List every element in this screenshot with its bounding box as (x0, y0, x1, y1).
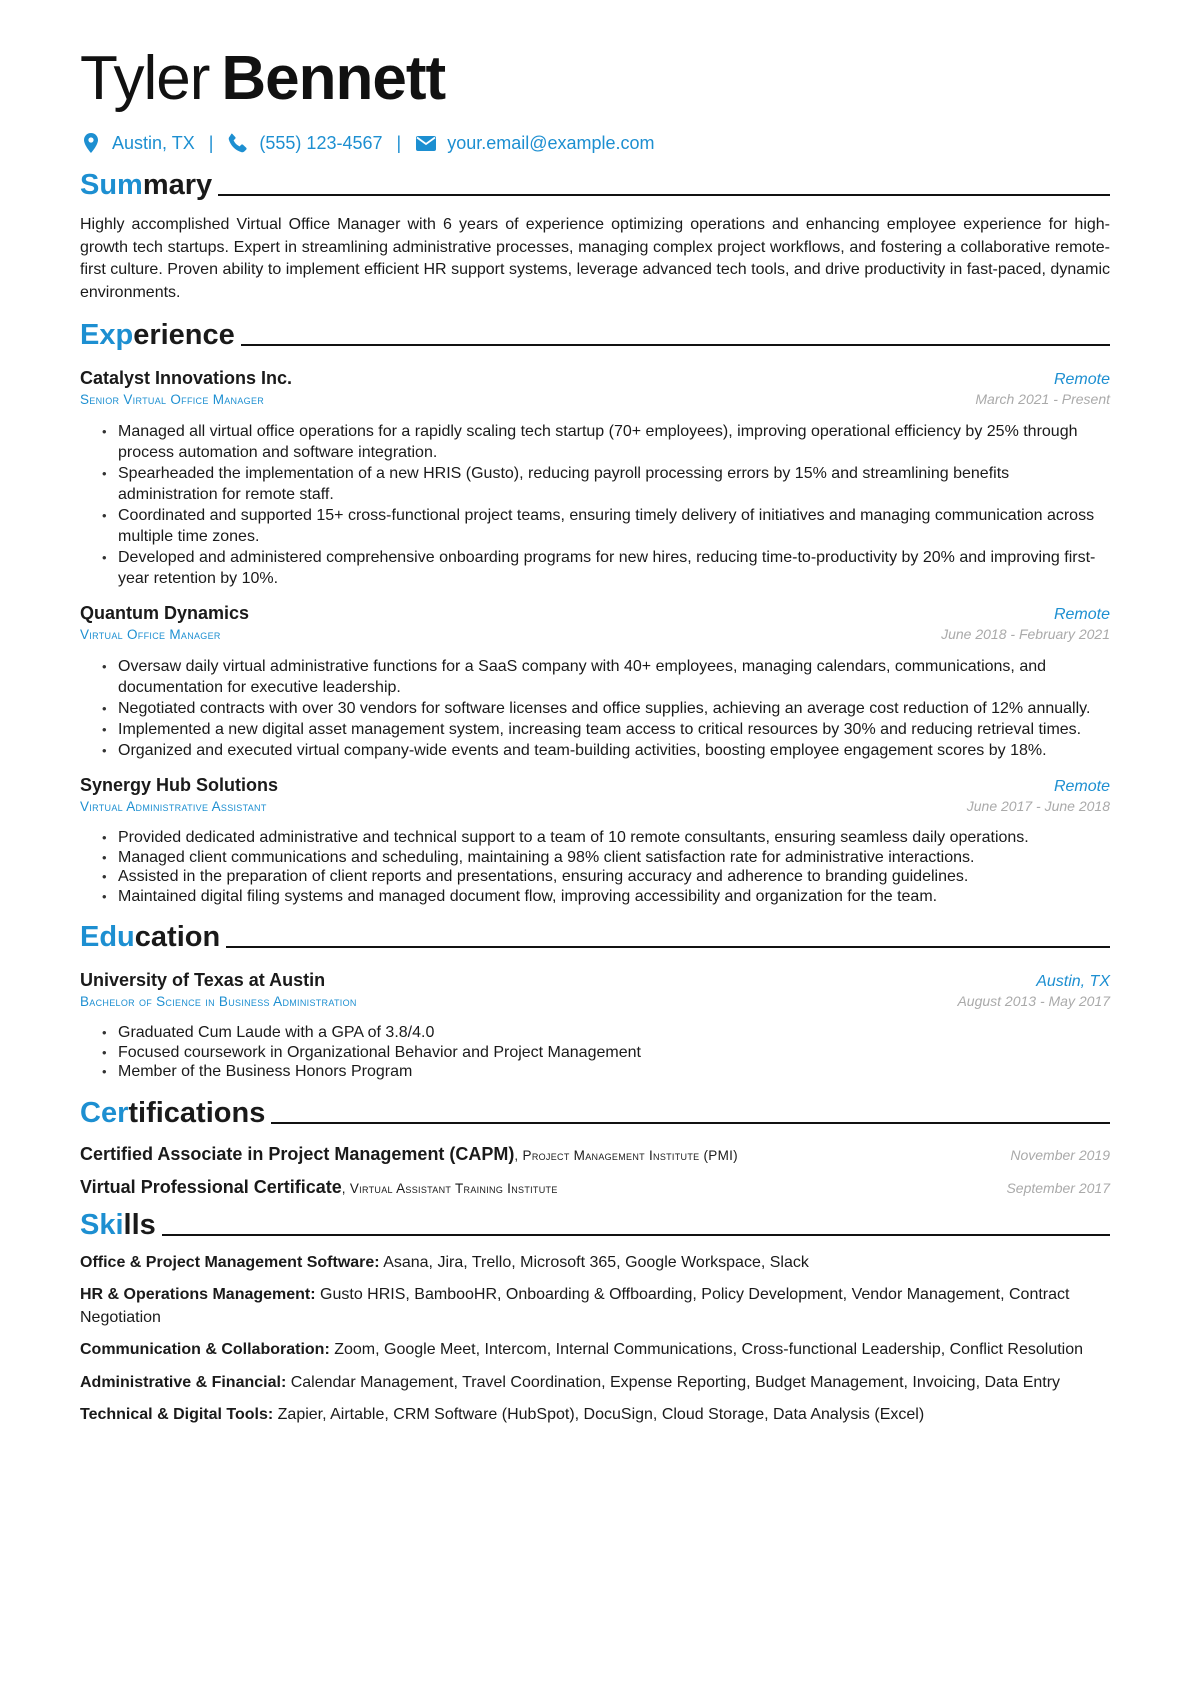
title-rest: erience (133, 319, 235, 351)
school-location: Austin, TX (1036, 973, 1110, 990)
list-item: • Coordinated and supported 15+ cross-functional project teams, ensuring timely delivery of initiatives and managing communication across multiple time zones. (102, 505, 1110, 547)
skill-row (80, 1252, 1110, 1275)
certification-title (80, 1177, 558, 1198)
list-item: • Managed all virtual office operations for a rapidly scaling tech startup (70+ employees), improving operational efficiency by 25% through process automation and software integration. (102, 421, 1110, 463)
title-rest: cation (134, 921, 221, 953)
skill-label: HR & Operations Management: (80, 1286, 316, 1303)
contact-location (80, 132, 195, 154)
envelope-icon (415, 132, 437, 154)
certification-entry (80, 1144, 1110, 1165)
separator: | (396, 132, 402, 153)
section-title (80, 920, 220, 954)
job-dates: March 2021 - Present (975, 391, 1110, 407)
skill-label: Office & Project Management Software: (80, 1253, 380, 1271)
job-entry (80, 775, 1110, 906)
company-name: Catalyst Innovations Inc. (80, 368, 293, 388)
title-accent: Ski (80, 1208, 124, 1241)
skill-value: Zapier, Airtable, CRM Software (HubSpot), DocuSign, Cloud Storage, Data Analysis (Excel) (273, 1406, 925, 1423)
job-header (80, 775, 1110, 796)
section-education-heading (80, 918, 1110, 954)
list-item: • Maintained digital filing systems and managed document flow, improving accessibility and organization for the team. (102, 887, 1110, 907)
contact-phone[interactable] (227, 132, 382, 154)
skill-value: Asana, Jira, Trello, Microsoft 365, Google Workspace, Slack (379, 1253, 809, 1271)
job-location: Remote (1053, 606, 1110, 623)
section-rule (218, 194, 1110, 196)
list-item: • Spearheaded the implementation of a new HRIS (Gusto), reducing payroll processing errors by 15% and streamlining benefits administration for remote staff. (102, 463, 1110, 505)
job-bullets (80, 421, 1110, 589)
section-rule (226, 946, 1110, 948)
list-item: • Oversaw daily virtual administrative functions for a SaaS company with 40+ employees, managing calendars, communications, and documentation for executive leadership. (102, 656, 1110, 698)
title-rest: mary (142, 169, 213, 201)
skill-row (80, 1404, 1110, 1427)
title-accent: Cer (80, 1096, 129, 1129)
cert-org: , Project Management Institute (PMI) (514, 1147, 738, 1163)
certification-entry (80, 1177, 1110, 1198)
list-item: • Graduated Cum Laude with a GPA of 3.8/4.0 (102, 1023, 1110, 1043)
section-rule (241, 344, 1110, 346)
section-experience-heading (80, 316, 1110, 352)
company-name: Quantum Dynamics (80, 603, 250, 623)
job-dates: June 2018 - February 2021 (941, 626, 1110, 642)
certification-title (80, 1144, 738, 1165)
list-item: • Focused coursework in Organizational Behavior and Project Management (102, 1043, 1110, 1063)
title-accent: Exp (80, 319, 134, 351)
first-name: Tyler (80, 44, 210, 113)
section-title (80, 318, 235, 352)
cert-name: Virtual Professional Certificate (80, 1176, 342, 1197)
last-name: Bennett (221, 44, 446, 113)
contact-email[interactable] (415, 132, 654, 154)
list-item: • Implemented a new digital asset management system, increasing team access to critical resources by 30% and reducing retrieval times. (102, 719, 1110, 740)
job-bullets (80, 656, 1110, 761)
list-item: • Managed client communications and scheduling, maintaining a 98% client satisfaction rate for administrative interactions. (102, 848, 1110, 868)
skill-value: Zoom, Google Meet, Intercom, Internal Communications, Cross-functional Leadership, Conflict Resolution (329, 1341, 1084, 1358)
school-name: University of Texas at Austin (80, 970, 326, 990)
job-role: Virtual Administrative Assistant (80, 799, 267, 814)
job-bullets (80, 828, 1110, 906)
phone-text: (555) 123-4567 (259, 132, 383, 153)
education-dates: August 2013 - May 2017 (957, 993, 1110, 1009)
section-certifications-heading (80, 1094, 1110, 1130)
title-accent: Edu (80, 921, 135, 953)
job-dates: June 2017 - June 2018 (966, 798, 1110, 814)
cert-date: November 2019 (1010, 1146, 1110, 1163)
job-subheader (80, 391, 1110, 407)
skill-row (80, 1339, 1110, 1362)
candidate-name (80, 42, 1110, 116)
job-role: Senior Virtual Office Manager (80, 392, 265, 407)
skill-row (80, 1372, 1110, 1395)
company-name: Synergy Hub Solutions (80, 775, 279, 795)
section-title (80, 168, 212, 202)
phone-icon (227, 132, 249, 154)
title-rest: tifications (128, 1096, 266, 1129)
education-header (80, 970, 1110, 991)
list-item: • Provided dedicated administrative and technical support to a team of 10 remote consultants, ensuring seamless daily operations. (102, 828, 1110, 848)
list-item: • Negotiated contracts with over 30 vendors for software licenses and office supplies, achieving an average cost reduction of 12% annually. (102, 698, 1110, 719)
job-subheader (80, 626, 1110, 642)
job-subheader (80, 798, 1110, 814)
list-item: • Organized and executed virtual company-wide events and team-building activities, boosting employee engagement scores by 18%. (102, 740, 1110, 761)
job-entry (80, 368, 1110, 589)
cert-name: Certified Associate in Project Management (CAPM) (80, 1143, 515, 1164)
separator: | (208, 132, 214, 153)
skill-label: Technical & Digital Tools: (80, 1406, 274, 1423)
job-location: Remote (1053, 778, 1110, 795)
list-item: • Developed and administered comprehensive onboarding programs for new hires, reducing time-to-productivity by 20% and improving first-year retention by 10%. (102, 547, 1110, 589)
job-location: Remote (1053, 371, 1110, 388)
education-entry (80, 970, 1110, 1082)
section-summary-heading (80, 166, 1110, 202)
summary-text: Highly accomplished Virtual Office Manager with 6 years of experience optimizing operations and enhancing employee experience for high-growth tech startups. Expert in streamlining administrative processes, managing complex project workflows, and fostering a collaborative remote-first culture. Proven ability to implement efficient HR support systems, leverage advanced tech tools, and drive productivity in fast-paced, dynamic environments. (80, 216, 1110, 301)
location-text: Austin, TX (112, 132, 195, 153)
education-bullets (80, 1023, 1110, 1082)
job-header (80, 368, 1110, 389)
skill-label: Communication & Collaboration: (80, 1341, 330, 1358)
cert-org: , Virtual Assistant Training Institute (341, 1180, 558, 1196)
title-rest: lls (123, 1208, 156, 1241)
section-rule (271, 1122, 1110, 1124)
map-marker-icon (80, 132, 102, 154)
section-title (80, 1096, 265, 1130)
job-role: Virtual Office Manager (80, 627, 221, 642)
skill-row (80, 1284, 1110, 1329)
section-skills-heading (80, 1206, 1110, 1242)
job-entry (80, 603, 1110, 761)
email-text: your.email@example.com (447, 132, 655, 153)
skill-label: Administrative & Financial: (80, 1373, 287, 1391)
skills-list (80, 1252, 1110, 1427)
education-subheader (80, 993, 1110, 1009)
list-item: • Assisted in the preparation of client reports and presentations, ensuring accuracy and adherence to branding guidelines. (102, 867, 1110, 887)
cert-date: September 2017 (1006, 1179, 1110, 1196)
skill-value: Gusto HRIS, BambooHR, Onboarding & Offboarding, Policy Development, Vendor Management, Contract Negotiation (80, 1286, 1070, 1326)
contact-bar (80, 130, 1110, 156)
section-rule (162, 1234, 1110, 1236)
skill-value: Calendar Management, Travel Coordination, Expense Reporting, Budget Management, Invoicing, Data Entry (286, 1373, 1061, 1391)
section-title (80, 1208, 156, 1242)
list-item: • Member of the Business Honors Program (102, 1062, 1110, 1082)
title-accent: Sum (80, 169, 143, 201)
degree: Bachelor of Science in Business Administration (80, 994, 357, 1009)
job-header (80, 603, 1110, 624)
